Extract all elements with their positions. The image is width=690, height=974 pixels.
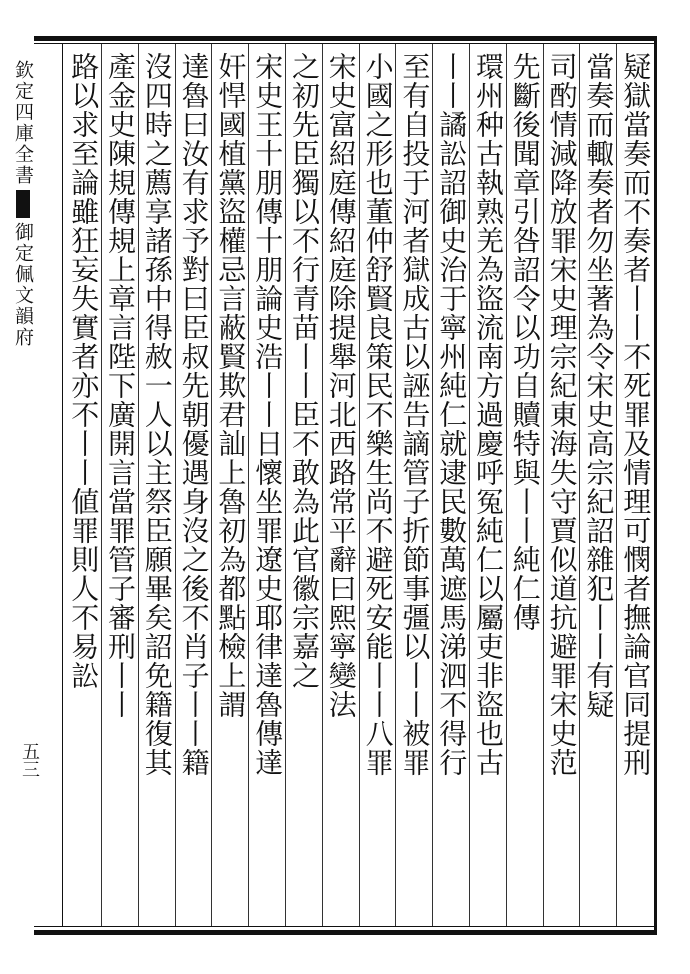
- frame-bottom-rule-inner: [34, 926, 656, 927]
- text-column: 環州种古執熟羌為盜流南方過慶呼冤純仁以屬吏非盜也古: [472, 52, 505, 777]
- black-fishtail-mark: [16, 190, 30, 218]
- column-rule: [138, 44, 139, 926]
- column-rule: [175, 44, 176, 926]
- text-column: 宋史王十朋傳十朋論史浩丨丨日懷坐罪遼史耶律達魯傳達: [251, 52, 285, 777]
- book-title: 欽定四庫全書: [12, 60, 34, 186]
- frame-bottom-rule: [34, 930, 656, 935]
- text-column: 司酌情減降放罪宋史理宗紀東海失守賈似道抗避罪宋史范: [545, 52, 579, 777]
- text-column: 當奏而輙奏者勿坐著為令宋史高宗紀詔雜犯丨丨有疑: [582, 52, 616, 719]
- text-column: 小國之形也董仲舒賢良策民不樂生尚不避死安能丨丨八罪: [361, 52, 395, 777]
- column-rule: [395, 44, 396, 926]
- text-column: 先斷後聞章引咎詔令以功自贖特與丨丨純仁傳: [508, 52, 542, 632]
- text-column: 路以求至論雖狂妄失實者亦不丨丨値罪則人不易訟: [67, 52, 101, 690]
- book-subtitle: 御定佩文韻府: [12, 222, 34, 348]
- column-rule: [248, 44, 249, 926]
- column-rule: [101, 44, 102, 926]
- column-rule: [211, 44, 212, 926]
- text-column: 至有自投于河者獄成古以誣告謫管子折節事彊以丨丨被罪: [398, 52, 432, 777]
- text-column: 達魯曰汝有求予對曰臣叔先朝優遇身沒之後不肖子丨丨籍: [177, 52, 211, 777]
- page-margin: [8, 60, 38, 348]
- text-column: 沒四時之薦享諸孫中得赦一人以主祭臣願畢矣詔免籍復其: [140, 52, 174, 777]
- column-rule: [579, 44, 580, 926]
- text-column: 宋史富紹庭傳紹庭除提舉河北西路常平辭曰熙寧變法: [324, 52, 358, 719]
- column-rule: [506, 44, 507, 926]
- column-rule: [469, 44, 470, 926]
- text-column: 產金史陳規傳規上章言陛下廣開言當罪管子審刑丨丨: [104, 52, 137, 719]
- text-column: 丨丨譎訟詔御史治于寧州純仁就逮民數萬遮馬涕泗不得行: [435, 52, 469, 777]
- text-column: 之初先臣獨以不行青苗丨丨臣不敢為此官徽宗嘉之: [288, 52, 321, 690]
- column-rule: [432, 44, 433, 926]
- column-rule: [616, 44, 617, 926]
- frame-top-rule: [34, 36, 656, 41]
- frame-top-rule-inner: [34, 43, 656, 44]
- column-rule: [543, 44, 544, 926]
- column-rule: [322, 44, 323, 926]
- page-number: 五三: [19, 742, 40, 778]
- text-column: 疑獄當奏而不奏者丨丨不死罪及情理可憫者撫論官同提刑: [619, 52, 653, 777]
- column-rule: [285, 44, 286, 926]
- text-column: 奸悍國植黨盜權忌言蔽賢欺君訕上魯初為都點檢上謂: [214, 52, 248, 719]
- column-rule: [359, 44, 360, 926]
